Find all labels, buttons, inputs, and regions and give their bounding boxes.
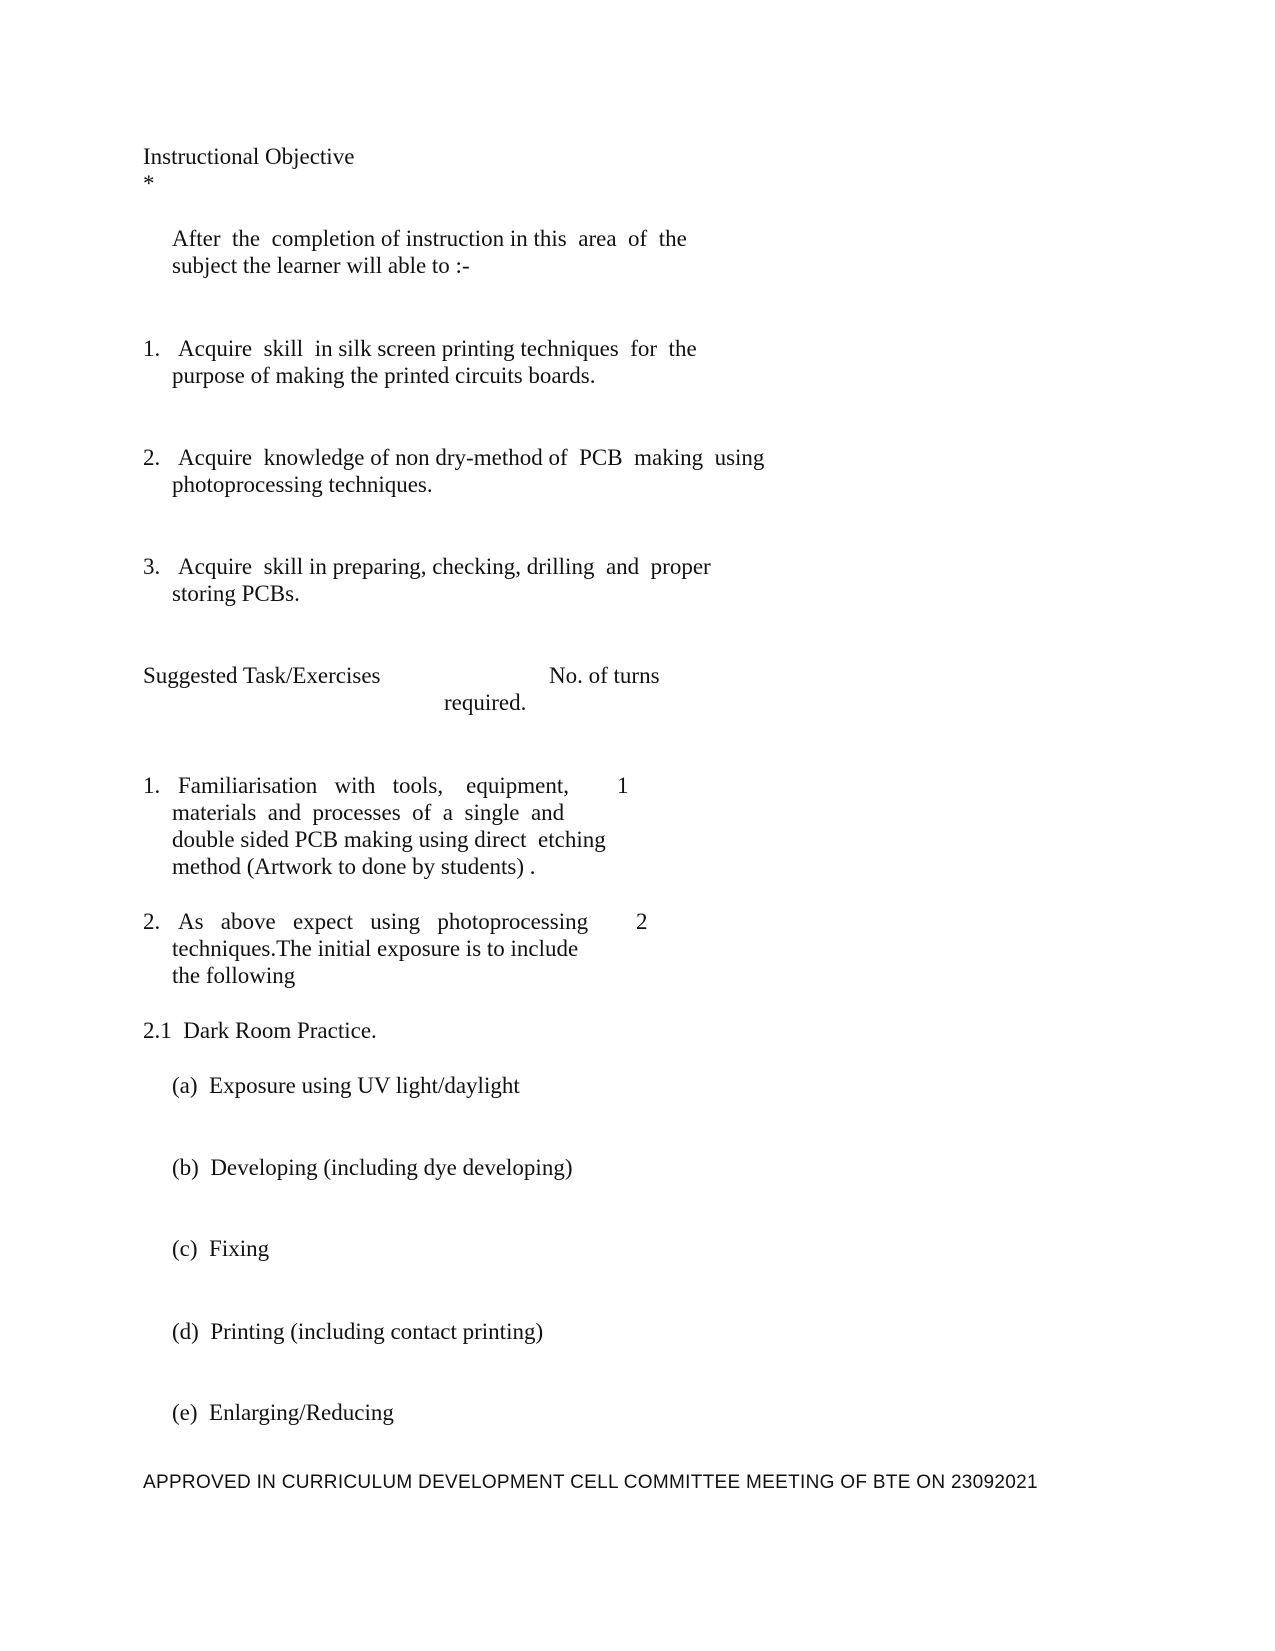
objective-line: photoprocessing techniques.: [172, 472, 433, 497]
objective-line: Acquire skill in silk screen printing techniques for the: [178, 336, 697, 361]
subitem: (e) Enlarging/Reducing: [172, 1400, 394, 1425]
task-number: 1.: [143, 773, 161, 798]
objective-number: 1.: [143, 336, 161, 361]
objective-line: storing PCBs.: [172, 581, 300, 606]
task-line: techniques.The initial exposure is to include: [172, 936, 579, 961]
intro-line-1: After the completion of instruction in this area of the: [172, 226, 687, 251]
objective-line: Acquire knowledge of non dry-method of PCB making using: [178, 445, 765, 470]
objective-number: 2.: [143, 445, 161, 470]
objective-number: 3.: [143, 554, 161, 579]
section-heading: Instructional Objective: [143, 144, 355, 169]
approval-footer: APPROVED IN CURRICULUM DEVELOPMENT CELL COMMITTEE MEETING OF BTE ON 23092021: [143, 1472, 1038, 1493]
task-line: materials and processes of a single and: [172, 800, 565, 825]
tasks-header-right-continued: required.: [444, 690, 527, 715]
objective-line: purpose of making the printed circuits boards.: [172, 363, 596, 388]
subitem: (c) Fixing: [172, 1236, 270, 1261]
task-number: 2.: [143, 909, 161, 934]
subitem: (d) Printing (including contact printing): [172, 1319, 544, 1344]
intro-line-2: subject the learner will able to :-: [172, 253, 470, 278]
task-turns: 2: [636, 909, 648, 934]
task-line: double sided PCB making using direct etching: [172, 827, 606, 852]
subsection-title: 2.1 Dark Room Practice.: [143, 1018, 377, 1043]
objective-line: Acquire skill in preparing, checking, drilling and proper: [178, 554, 711, 579]
subitem: (b) Developing (including dye developing): [172, 1155, 573, 1180]
task-line: method (Artwork to done by students) .: [172, 854, 536, 879]
subitem: (a) Exposure using UV light/daylight: [172, 1073, 520, 1098]
task-line: As above expect using photoprocessing: [178, 909, 589, 934]
asterisk-marker: *: [143, 171, 155, 196]
tasks-header-right: No. of turns: [549, 663, 660, 688]
task-line: the following: [172, 963, 296, 988]
task-turns: 1: [617, 773, 629, 798]
tasks-header-left: Suggested Task/Exercises: [143, 663, 381, 688]
task-line: Familiarisation with tools, equipment,: [178, 773, 569, 798]
